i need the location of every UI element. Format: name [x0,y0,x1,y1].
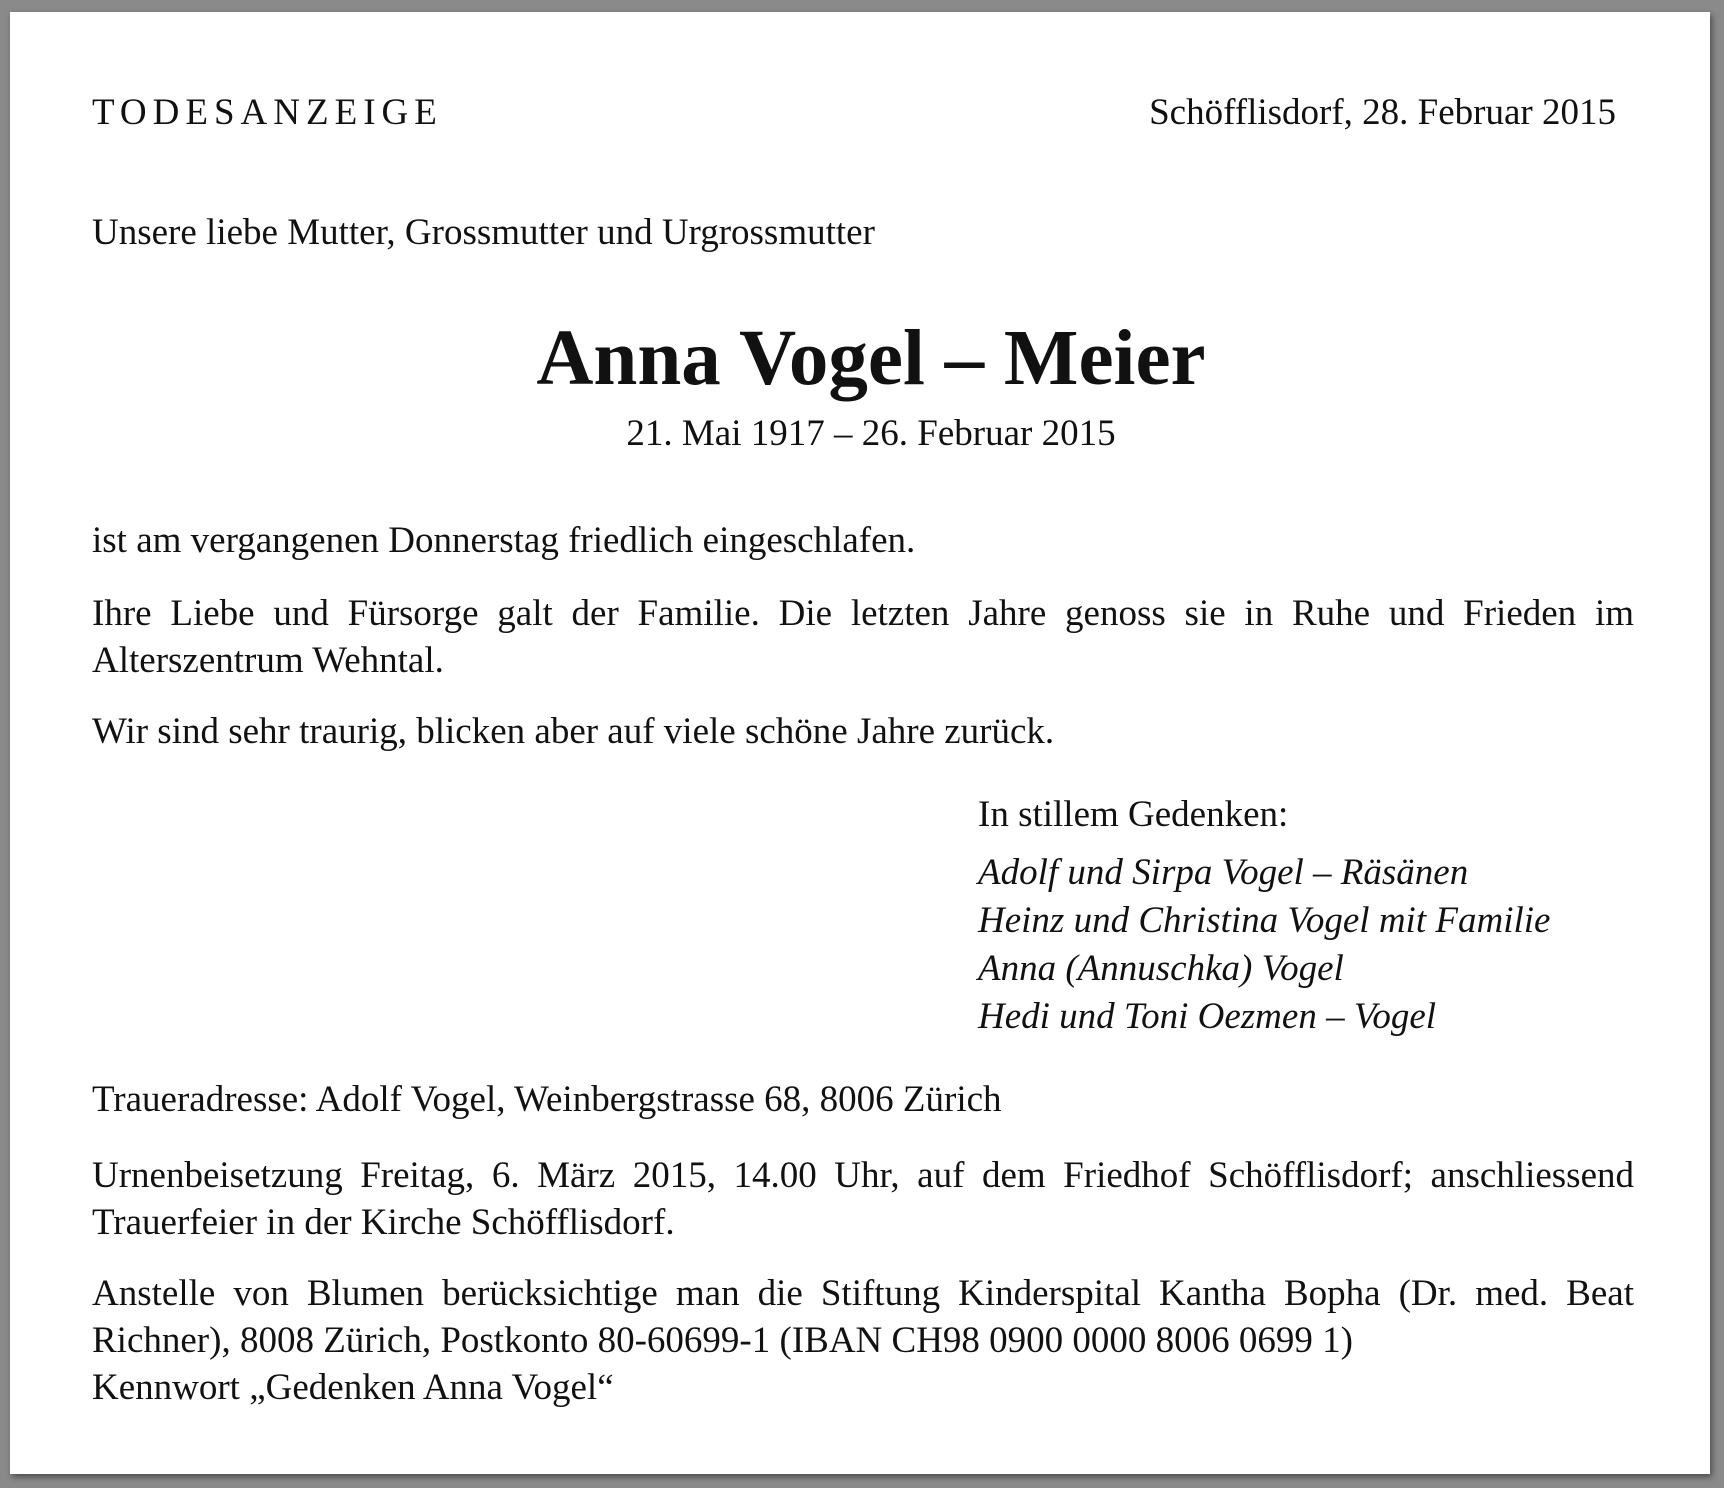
intro-line: Unsere liebe Mutter, Grossmutter und Urgrossmutter [92,212,875,253]
obituary-page [10,12,1710,1474]
donation-info [92,1270,1634,1411]
place-date: Schöfflisdorf, 28. Februar 2015 [1149,92,1616,133]
donation-keyword: Kennwort „Gedenken Anna Vogel“ [92,1367,614,1408]
mourner-name: Adolf und Sirpa Vogel – Räsänen [978,852,1469,893]
mourner-name: Hedi und Toni Oezmen – Vogel [978,996,1437,1037]
body-paragraph-3: Wir sind sehr traurig, blicken aber auf viele schöne Jahre zurück. [92,711,1055,752]
notice-heading: TODESANZEIGE [92,92,443,133]
mourner-name: Heinz und Christina Vogel mit Familie [978,900,1551,941]
body-paragraph-1: ist am vergangenen Donnerstag friedlich eingeschlafen. [92,520,916,561]
mourner-name: Anna (Annuschka) Vogel [978,948,1344,989]
memory-label: In stillem Gedenken: [978,794,1289,835]
burial-info: Urnenbeisetzung Freitag, 6. März 2015, 14.00 Uhr, auf dem Friedhof Schöfflisdorf; anschliessend Trauerfeier in der Kirche Schöfflisdorf. [92,1155,1634,1243]
donation-text: Anstelle von Blumen berücksichtige man die Stiftung Kinderspital Kantha Bopha (Dr. med. Beat Richner), 8008 Zürich, Postkonto 80-60699-1 (IBAN CH98 0900 0000 8006 0699 1) [92,1273,1634,1361]
deceased-name: Anna Vogel – Meier [536,315,1206,402]
mourners-list [978,849,1550,1041]
mourning-address: Traueradresse: Adolf Vogel, Weinbergstrasse 68, 8006 Zürich [92,1079,1002,1120]
body-paragraph-2: Ihre Liebe und Fürsorge galt der Familie. Die letzten Jahre genoss sie in Ruhe und Frieden im Alterszentrum Wehntal. [92,593,1634,681]
deceased-lifespan: 21. Mai 1917 – 26. Februar 2015 [626,413,1116,454]
